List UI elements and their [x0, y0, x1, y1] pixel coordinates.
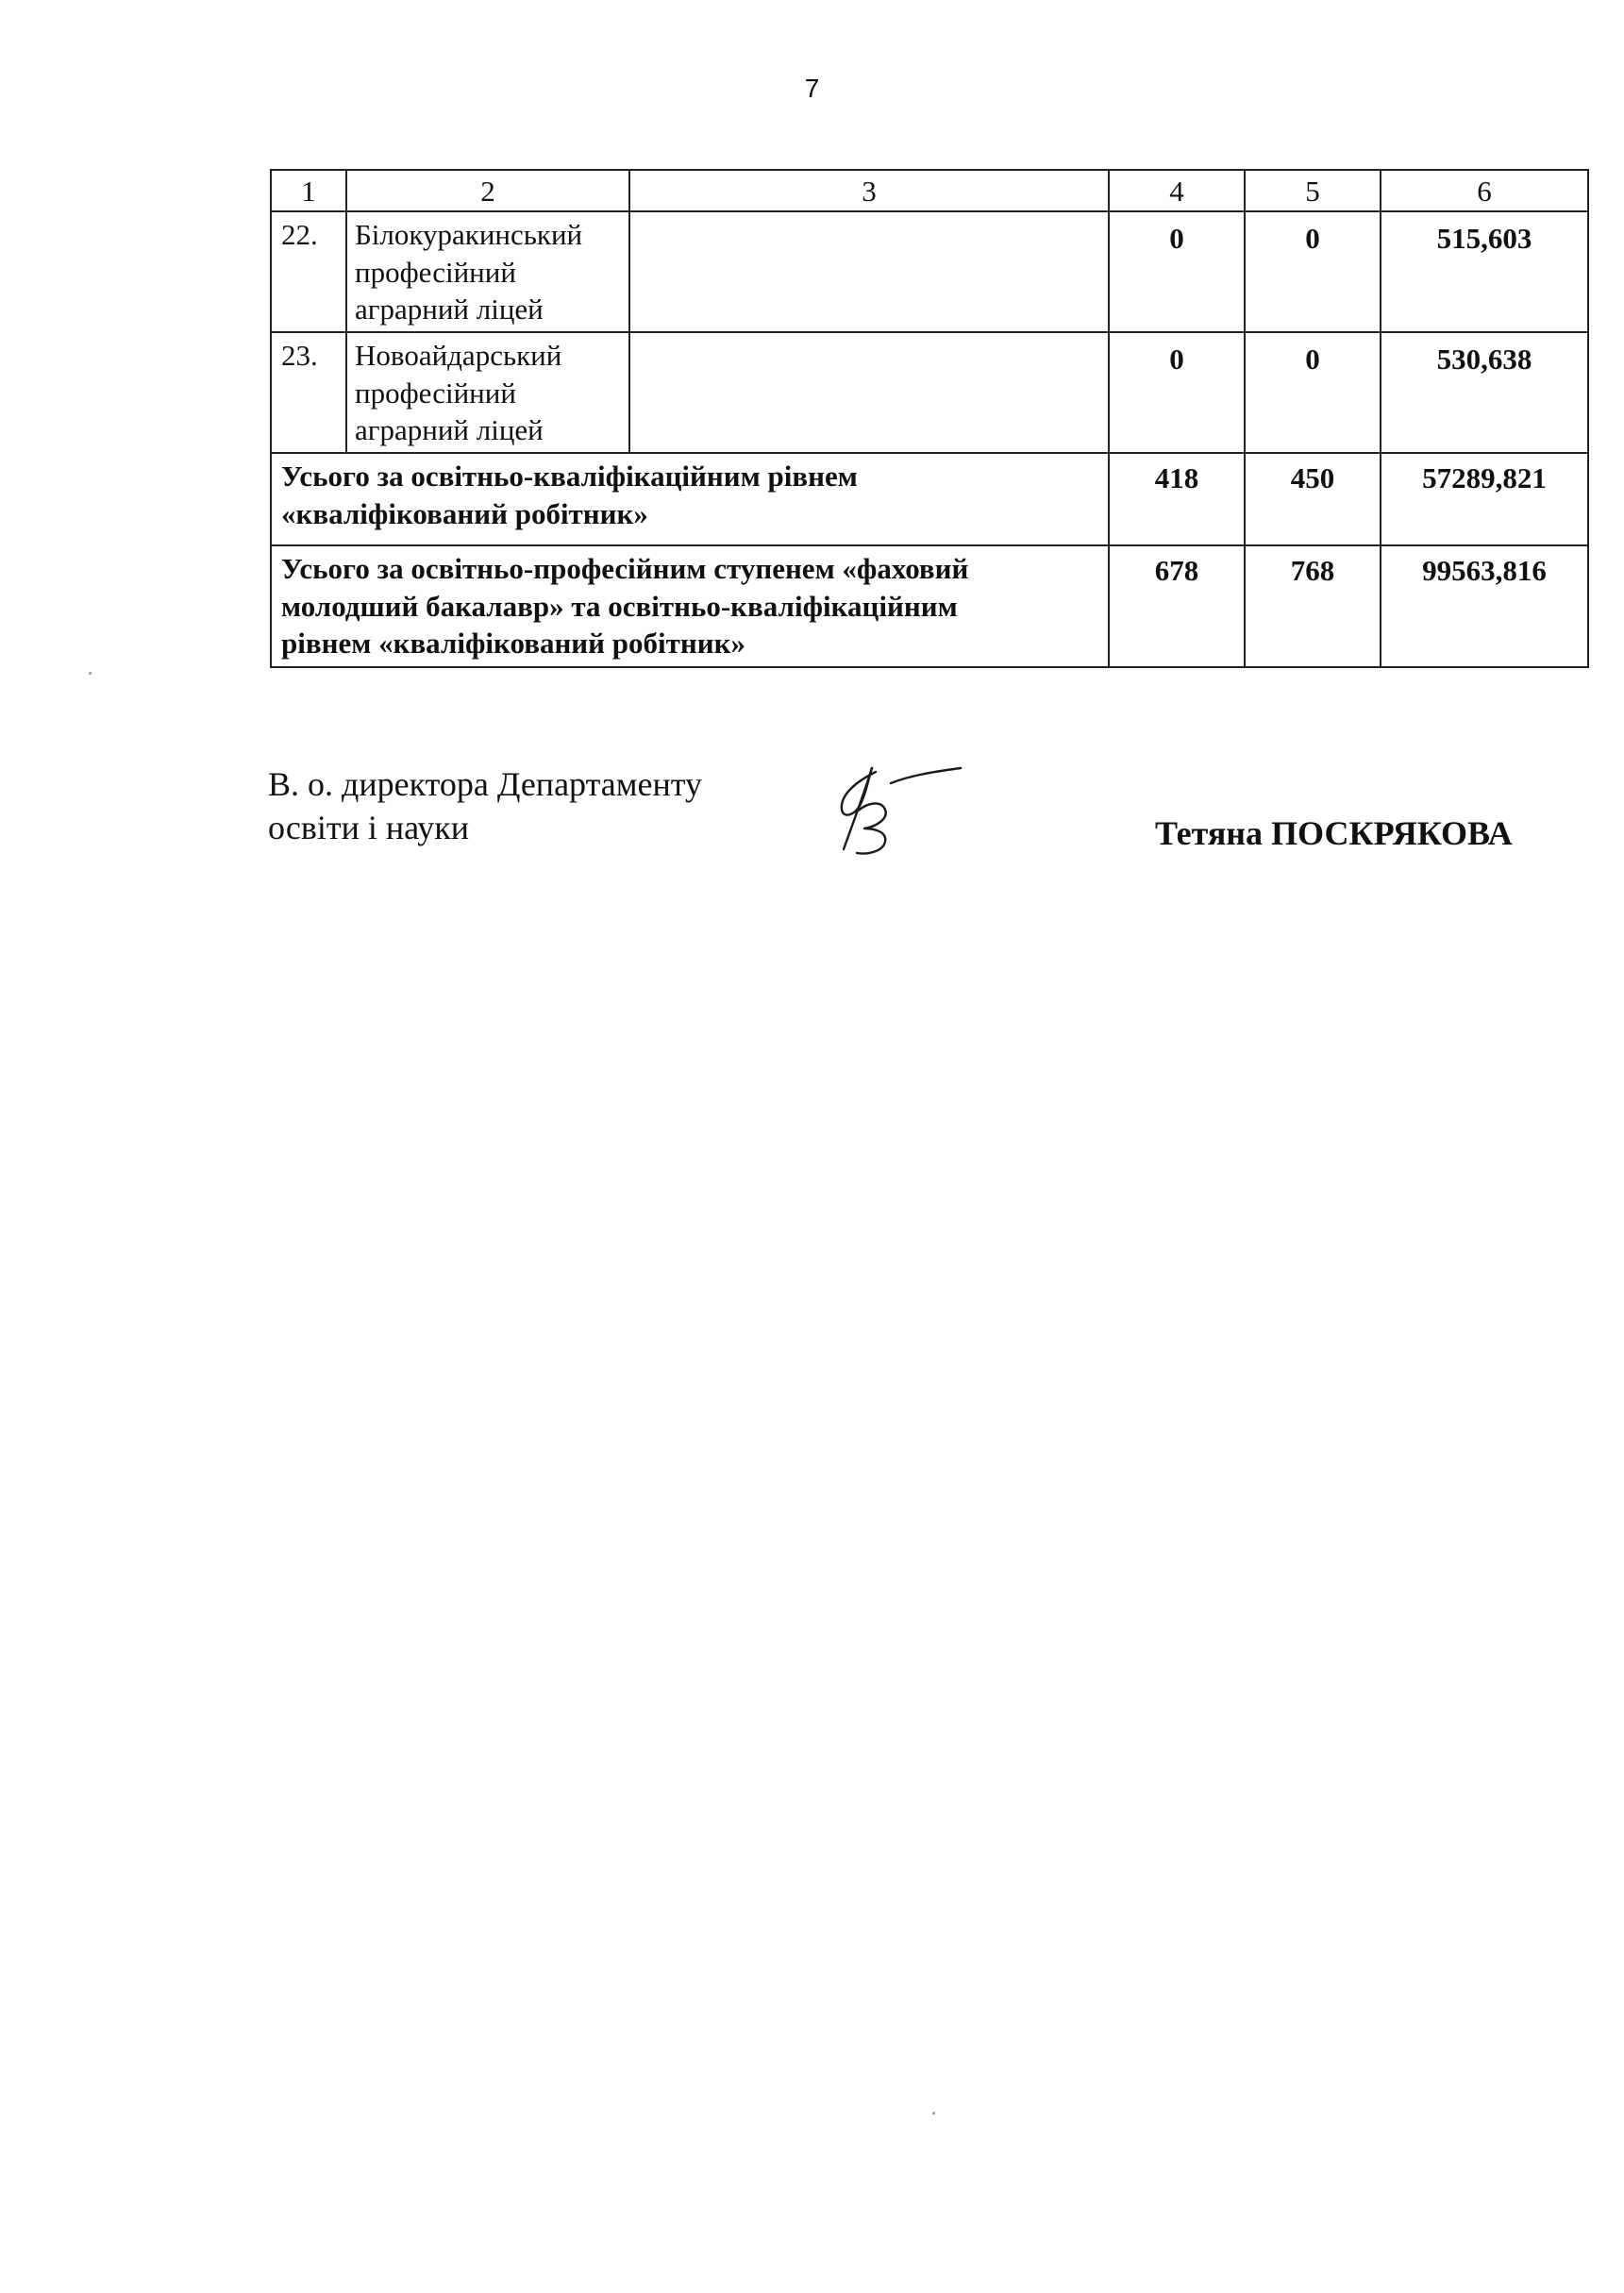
- signatory-position: [268, 762, 702, 849]
- signatory-name: Тетяна ПОСКРЯКОВА: [1155, 814, 1513, 852]
- grand-total-label-line: молодший бакалавр» та освітньо-кваліфікаційним: [281, 589, 958, 623]
- column-4-value: 0: [1109, 332, 1245, 453]
- column-5-value: 0: [1245, 211, 1381, 332]
- column-header: 4: [1109, 170, 1245, 211]
- institution-name-line: аграрний ліцей: [355, 293, 544, 326]
- table-row: [271, 211, 1588, 332]
- column-3-cell: [629, 211, 1109, 332]
- total-label: [271, 453, 1109, 545]
- grand-total-column-5-value: 768: [1245, 545, 1381, 667]
- institution-name-line: професійний: [355, 376, 516, 410]
- column-header: 5: [1245, 170, 1381, 211]
- institution-name: [346, 211, 629, 332]
- column-5-value: 0: [1245, 332, 1381, 453]
- grand-total-column-4-value: 678: [1109, 545, 1245, 667]
- total-column-5-value: 450: [1245, 453, 1381, 545]
- institution-name: [346, 332, 629, 453]
- total-row: [271, 453, 1588, 545]
- table-header-row: [271, 170, 1588, 211]
- column-6-value: 515,603: [1381, 211, 1588, 332]
- total-label-line: «кваліфікований робітник»: [281, 496, 648, 530]
- scan-speck: [932, 2112, 935, 2115]
- grand-total-label-line: рівнем «кваліфікований робітник»: [281, 627, 745, 661]
- grand-total-column-6-value: 99563,816: [1381, 545, 1588, 667]
- table-row: [271, 332, 1588, 453]
- column-4-value: 0: [1109, 211, 1245, 332]
- grand-total-label-line: Усього за освітньо-професійним ступенем «фаховий: [281, 552, 969, 585]
- handwritten-signature: [819, 755, 989, 868]
- institution-name-line: Білокуракинський: [355, 218, 583, 251]
- column-3-cell: [629, 332, 1109, 453]
- institution-name-line: аграрний ліцей: [355, 413, 544, 447]
- column-header: 6: [1381, 170, 1588, 211]
- column-header: 3: [629, 170, 1109, 211]
- signatory-position-line: освіти і науки: [268, 809, 470, 846]
- column-header: 2: [346, 170, 629, 211]
- column-6-value: 530,638: [1381, 332, 1588, 453]
- total-column-6-value: 57289,821: [1381, 453, 1588, 545]
- signatory-position-line: В. о. директора Департаменту: [268, 765, 703, 803]
- scan-speck: [89, 672, 92, 675]
- page-number: 7: [804, 74, 820, 103]
- institution-name-line: Новоайдарський: [355, 339, 562, 372]
- allocation-table: [270, 169, 1589, 668]
- row-number: 23.: [271, 332, 346, 453]
- total-label-line: Усього за освітньо-кваліфікаційним рівнем: [281, 460, 858, 493]
- grand-total-label: [271, 545, 1109, 667]
- total-column-4-value: 418: [1109, 453, 1245, 545]
- grand-total-row: [271, 545, 1588, 667]
- row-number: 22.: [271, 211, 346, 332]
- institution-name-line: професійний: [355, 255, 516, 289]
- column-header: 1: [271, 170, 346, 211]
